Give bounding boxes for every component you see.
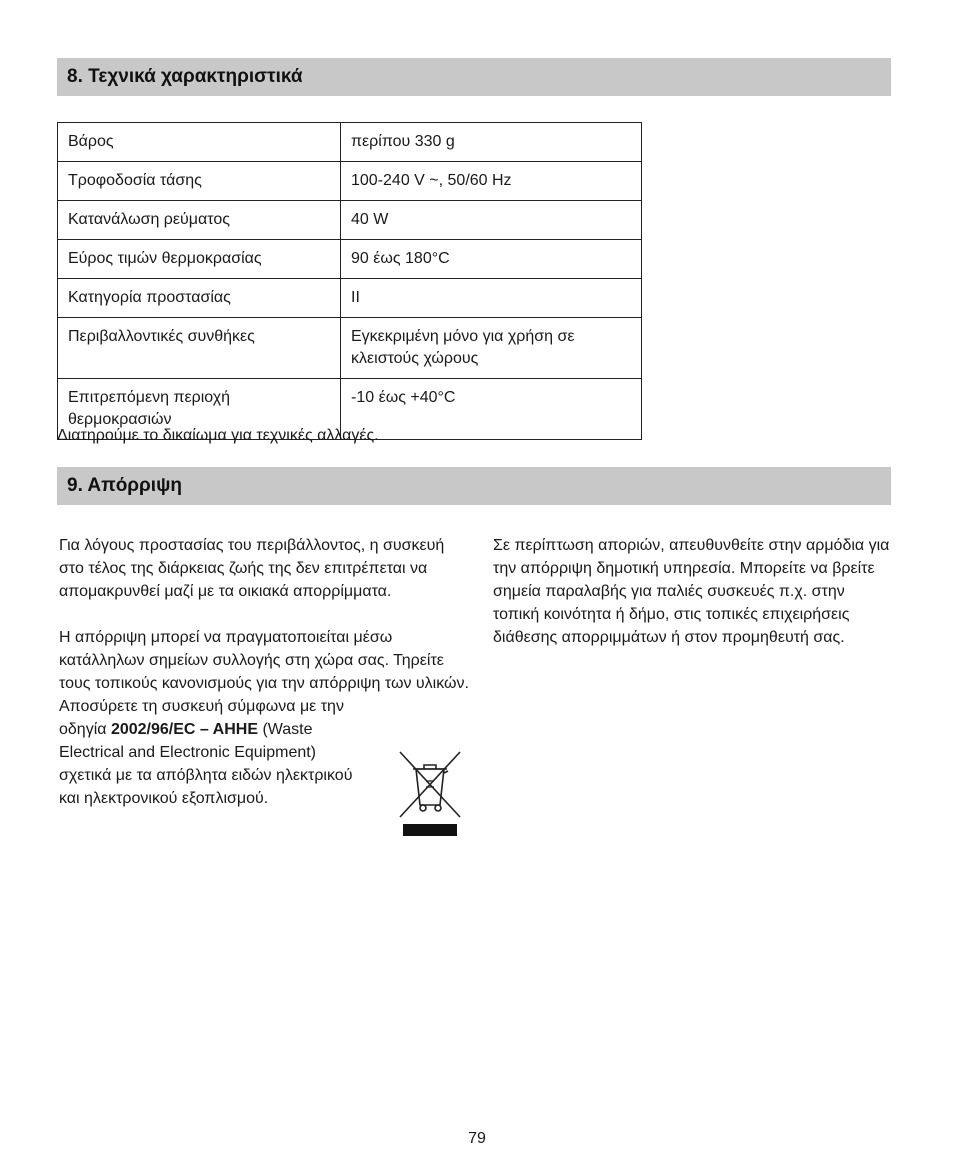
disposal-right-column <box>493 534 893 649</box>
section-8-title: 8. Τεχνικά χαρακτηριστικά <box>57 58 891 96</box>
spec-value: περίπου 330 g <box>341 123 642 162</box>
table-row <box>58 279 642 318</box>
spec-value: 100-240 V ~, 50/60 Hz <box>341 162 642 201</box>
table-row <box>58 201 642 240</box>
spec-value: Εγκεκριμένη μόνο για χρήση σε κλειστούς χώρους <box>341 318 642 379</box>
table-row <box>58 318 642 379</box>
spec-label: Τροφοδοσία τάσης <box>58 162 341 201</box>
table-row <box>58 123 642 162</box>
directive-text-post: (Waste Electrical and Electronic Equipment) σχετικά με τα απόβλητα ειδών ηλεκτρικού και ηλεκτρονικού εξοπλισμού. <box>59 721 353 807</box>
technical-changes-note: Διατηρούμε το δικαίωμα για τεχνικές αλλαγές. <box>57 427 379 444</box>
disposal-paragraph: Για λόγους προστασίας του περιβάλλοντος, η συσκευή στο τέλος της διάρκειας ζωής της δεν επιτρέπεται να απομακρυνθεί μαζί με τα οικιακά απορρίμματα. <box>59 537 445 600</box>
spec-value: 90 έως 180°C <box>341 240 642 279</box>
spec-label: Κατανάλωση ρεύματος <box>58 201 341 240</box>
specs-table <box>57 122 642 440</box>
spec-value: 40 W <box>341 201 642 240</box>
spec-value: -10 έως +40°C <box>341 379 642 440</box>
directive-code: 2002/96/EC – AHHE <box>110 721 258 738</box>
table-row <box>58 240 642 279</box>
spec-label: Περιβαλλοντικές συνθήκες <box>58 318 341 379</box>
directive-text-pre: Αποσύρετε τη συσκευή σύμφωνα με την οδηγία <box>59 698 344 738</box>
disposal-paragraph: Η απόρριψη μπορεί να πραγματοποιείται μέσω κατάλληλων σημείων συλλογής στη χώρα σας. Τηρείτε τους τοπικούς κανονισμούς για την απόρριψη των υλικών. <box>59 629 469 692</box>
table-row <box>58 162 642 201</box>
disposal-paragraph: Σε περίπτωση αποριών, απευθυνθείτε στην αρμόδια για την απόρριψη δημοτική υπηρεσία. Μπορείτε να βρείτε σημεία παραλαβής για παλιές συσκευές π.χ. στην τοπική κοινότητα ή δήμο, στις τοπικές επιχειρήσεις διάθεσης απορριμμάτων ή στον προμηθευτή σας. <box>493 537 890 646</box>
spec-label: Επιτρεπόμενη περιοχή θερμοκρασιών <box>58 379 341 440</box>
spec-label: Βάρος <box>58 123 341 162</box>
crossed-out-wheelie-bin-icon <box>397 749 463 839</box>
section-9-title: 9. Απόρριψη <box>57 467 891 505</box>
weee-directive-paragraph <box>59 695 359 810</box>
spec-label: Εύρος τιμών θερμοκρασίας <box>58 240 341 279</box>
page-number: 79 <box>468 1130 486 1147</box>
spec-value: II <box>341 279 642 318</box>
spec-label: Κατηγορία προστασίας <box>58 279 341 318</box>
